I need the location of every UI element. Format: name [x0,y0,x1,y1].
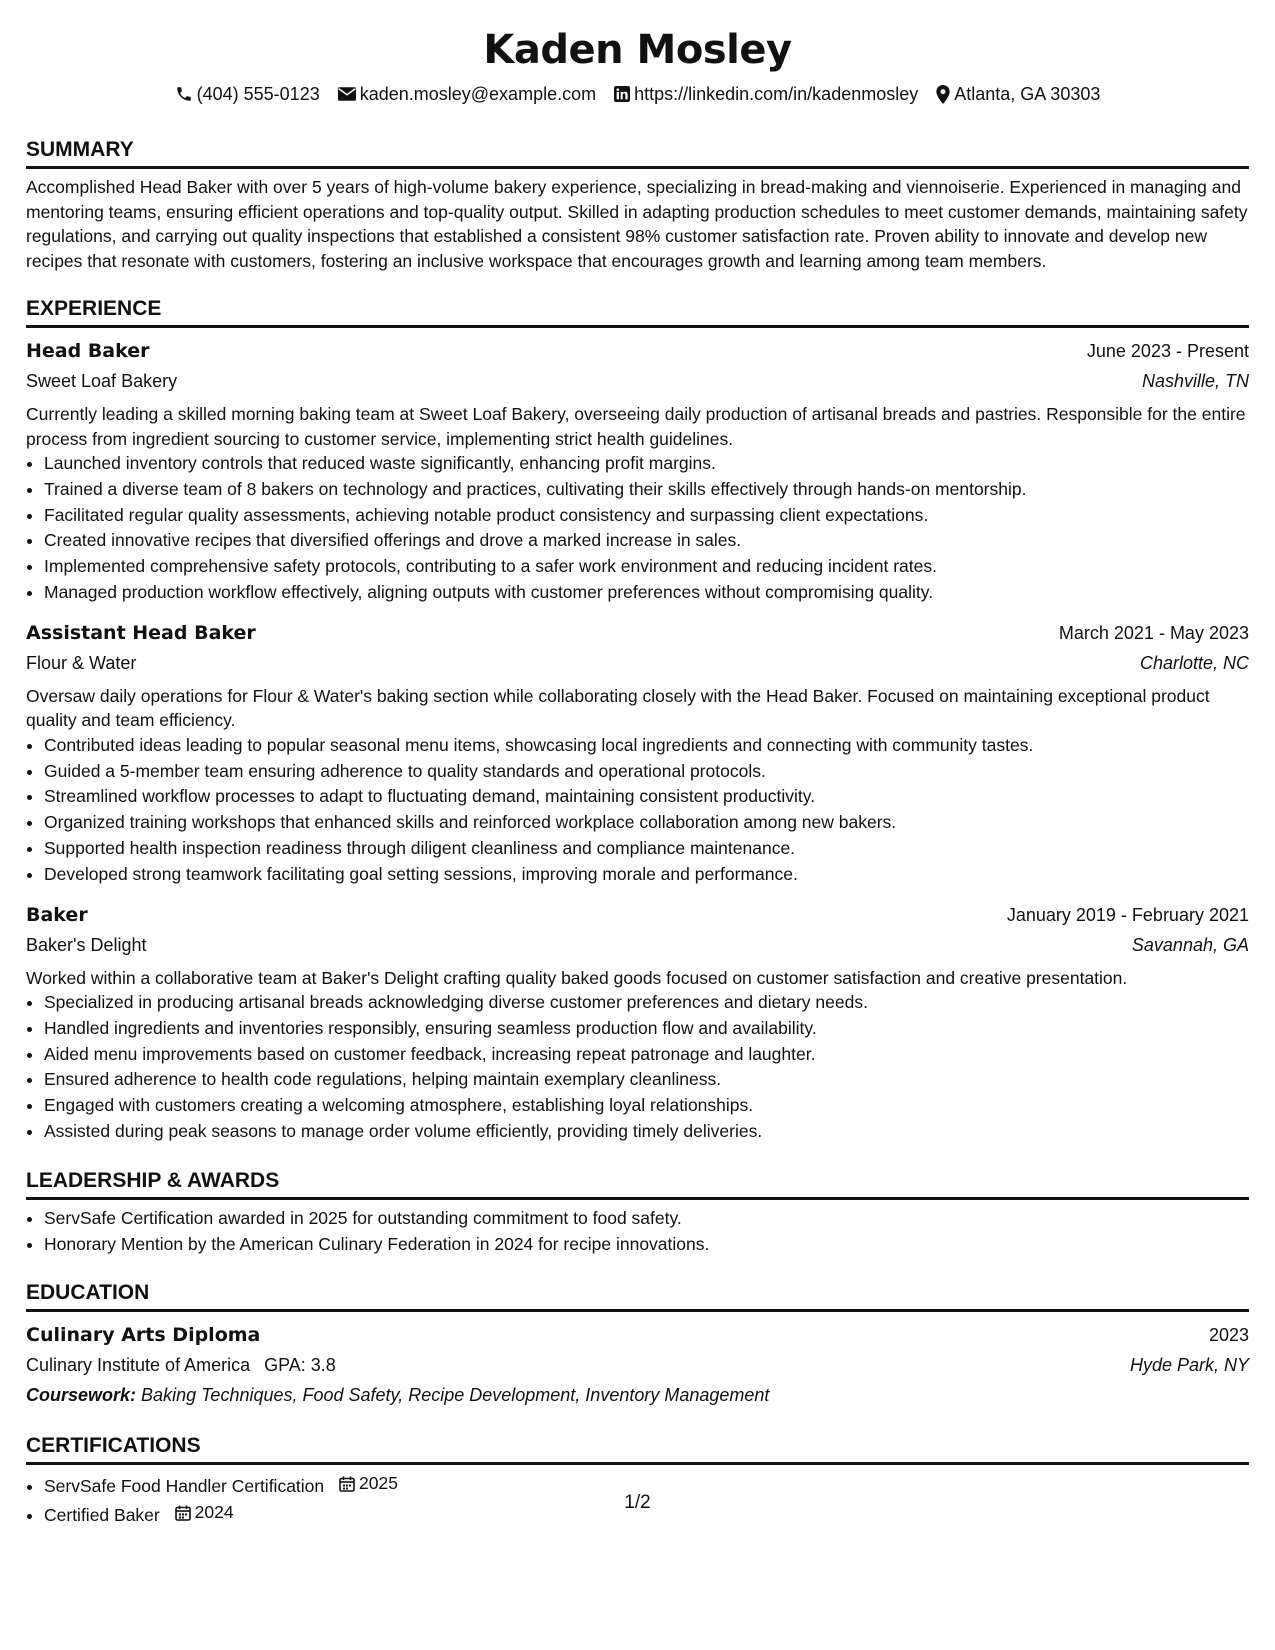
certification-year: 2024 [194,1502,234,1523]
list-item: • Engaged with customers creating a welcoming atmosphere, establishing loyal relationships. [44,1093,1249,1119]
list-item: • Contributed ideas leading to popular seasonal menu items, showcasing local ingredients and connecting with community tastes. [44,733,1249,759]
certification-name: Certified Baker [44,1505,160,1526]
location-pin-icon [936,85,950,104]
list-item: • ServSafe Certification awarded in 2025 for outstanding commitment to food safety. [44,1206,1249,1232]
list-item: • Aided menu improvements based on customer feedback, increasing repeat patronage and laughter. [44,1042,1249,1068]
contact-linkedin[interactable] [614,82,918,106]
job-description: Oversaw daily operations for Flour & Water's baking section while collaborating closely with the Head Baker. Focused on maintaining exceptional product quality and team efficiency. [26,685,1210,731]
job-company: Sweet Loaf Bakery [26,371,178,391]
school-location: Hyde Park, NY [1129,1355,1249,1376]
certification-name: ServSafe Food Handler Certification [44,1476,325,1497]
section-title-summary: SUMMARY [26,136,1249,169]
school-line [26,1350,336,1380]
coursework-label: Coursework: [26,1385,137,1406]
list-item: • Honorary Mention by the American Culinary Federation in 2024 for recipe innovations. [44,1232,1249,1258]
list-item: • Handled ingredients and inventories responsibly, ensuring seamless production flow and availability. [44,1016,1249,1042]
job-company: Baker's Delight [26,934,147,955]
gpa: GPA: 3.8 [264,1355,336,1376]
list-item: • Implemented comprehensive safety protocols, contributing to a safer work environment and reducing incident rates. [44,554,1249,580]
list-item: • Guided a 5-member team ensuring adherence to quality standards and operational protocols. [44,759,1249,785]
job-dates: June 2023 - Present [1086,341,1249,361]
list-item: • Assisted during peak seasons to manage order volume efficiently, providing timely deliveries. [44,1119,1249,1145]
education-entry [26,1320,1249,1410]
job-company: Flour & Water [26,652,137,673]
leadership-section [26,1167,1249,1258]
graduation-year: 2023 [1208,1325,1249,1346]
resume-page [26,0,1249,1529]
degree-title: Culinary Arts Diploma [26,1324,261,1347]
section-title-certifications: CERTIFICATIONS [26,1432,1249,1465]
email-link[interactable]: kaden.mosley@example.com [359,84,597,104]
page-number: 1/2 [624,1492,651,1513]
location-text: Atlanta, GA 30303 [954,84,1101,104]
job-bullets [26,990,1249,1145]
job-dates: January 2019 - February 2021 [1006,904,1249,925]
list-item: • Organized training workshops that enhanced skills and reinforced workplace collaboration among new bakers. [44,810,1249,836]
job-dates: March 2021 - May 2023 [1058,622,1249,643]
email-icon [338,87,356,101]
contact-location [936,82,1100,106]
linkedin-link[interactable]: https://linkedin.com/in/kadenmosley [634,84,919,104]
contact-email[interactable] [338,82,596,106]
linkedin-icon [614,86,630,102]
section-title-education: EDUCATION [26,1279,1249,1312]
list-item: • Streamlined workflow processes to adapt to fluctuating demand, maintaining consistent productivity. [44,784,1249,810]
candidate-name: Kaden Mosley [483,27,792,73]
summary-text: Accomplished Head Baker with over 5 years of high-volume bakery experience, specializing in bread-making and viennoiserie. Experienced in managing and mentoring teams, ensuring efficient operations and top-quality output. Skilled in adapting production schedules to meet customer demands, maintaining safety regulations, and carrying out quality inspections that established a consistent 98% customer satisfaction rate. Proven ability to innovate and develop new recipes that resonate with customers, fostering an inclusive workspace that encourages growth and learning among team members. [26,177,1248,271]
section-title-leadership: LEADERSHIP & AWARDS [26,1167,1249,1200]
coursework-list: Baking Techniques, Food Safety, Recipe Development, Inventory Management [141,1385,770,1406]
certification-year: 2025 [359,1473,398,1494]
section-title-experience: EXPERIENCE [26,295,1249,328]
list-item: • Specialized in producing artisanal breads acknowledging diverse customer preferences and dietary needs. [44,990,1249,1016]
list-item: • Developed strong teamwork facilitating goal setting sessions, improving morale and performance. [44,862,1249,888]
awards-list [26,1206,1249,1258]
phone-icon [175,85,193,103]
job-location: Charlotte, NC [1139,652,1249,673]
job-location: Savannah, GA [1131,934,1249,955]
job-entry [26,618,1249,888]
job-title: Head Baker [26,340,150,362]
job-location: Nashville, TN [1141,371,1249,391]
school-name: Culinary Institute of America [26,1355,251,1376]
list-item: • Facilitated regular quality assessments, achieving notable product consistency and surpassing client expectations. [44,503,1249,529]
list-item: • Supported health inspection readiness through diligent cleanliness and compliance maintenance. [44,836,1249,862]
list-item: • Ensured adherence to health code regulations, helping maintain exemplary cleanliness. [44,1067,1249,1093]
job-title: Assistant Head Baker [26,621,256,644]
job-title: Baker [26,903,88,926]
experience-section [26,295,1249,1145]
list-item: • Launched inventory controls that reduced waste significantly, enhancing profit margins. [44,451,1249,477]
job-description: Currently leading a skilled morning baking team at Sweet Loaf Bakery, overseeing daily production of artisanal breads and pastries. Responsible for the entire process from ingredient sourcing to customer service, implementing strict health guidelines. [26,404,1246,449]
contact-phone [175,82,320,106]
summary-section [26,136,1249,273]
certifications-section [26,1432,1249,1528]
calendar-icon [339,1476,355,1492]
education-section [26,1279,1249,1410]
job-bullets [26,733,1249,888]
list-item: • Trained a diverse team of 8 bakers on technology and practices, cultivating their skills effectively through hands-on mentorship. [44,477,1249,503]
job-description: Worked within a collaborative team at Baker's Delight crafting quality baked goods focused on customer satisfaction and creative presentation. [26,967,1128,988]
phone-text: (404) 555-0123 [196,84,320,104]
contact-bar [26,82,1249,106]
job-entry [26,900,1249,1145]
job-bullets [26,451,1249,606]
coursework [26,1380,1249,1410]
list-item: • Created innovative recipes that diversified offerings and drove a marked increase in sales. [44,528,1249,554]
job-entry [26,336,1249,606]
list-item: • Managed production workflow effectively, aligning outputs with customer preferences without compromising quality. [44,580,1249,606]
